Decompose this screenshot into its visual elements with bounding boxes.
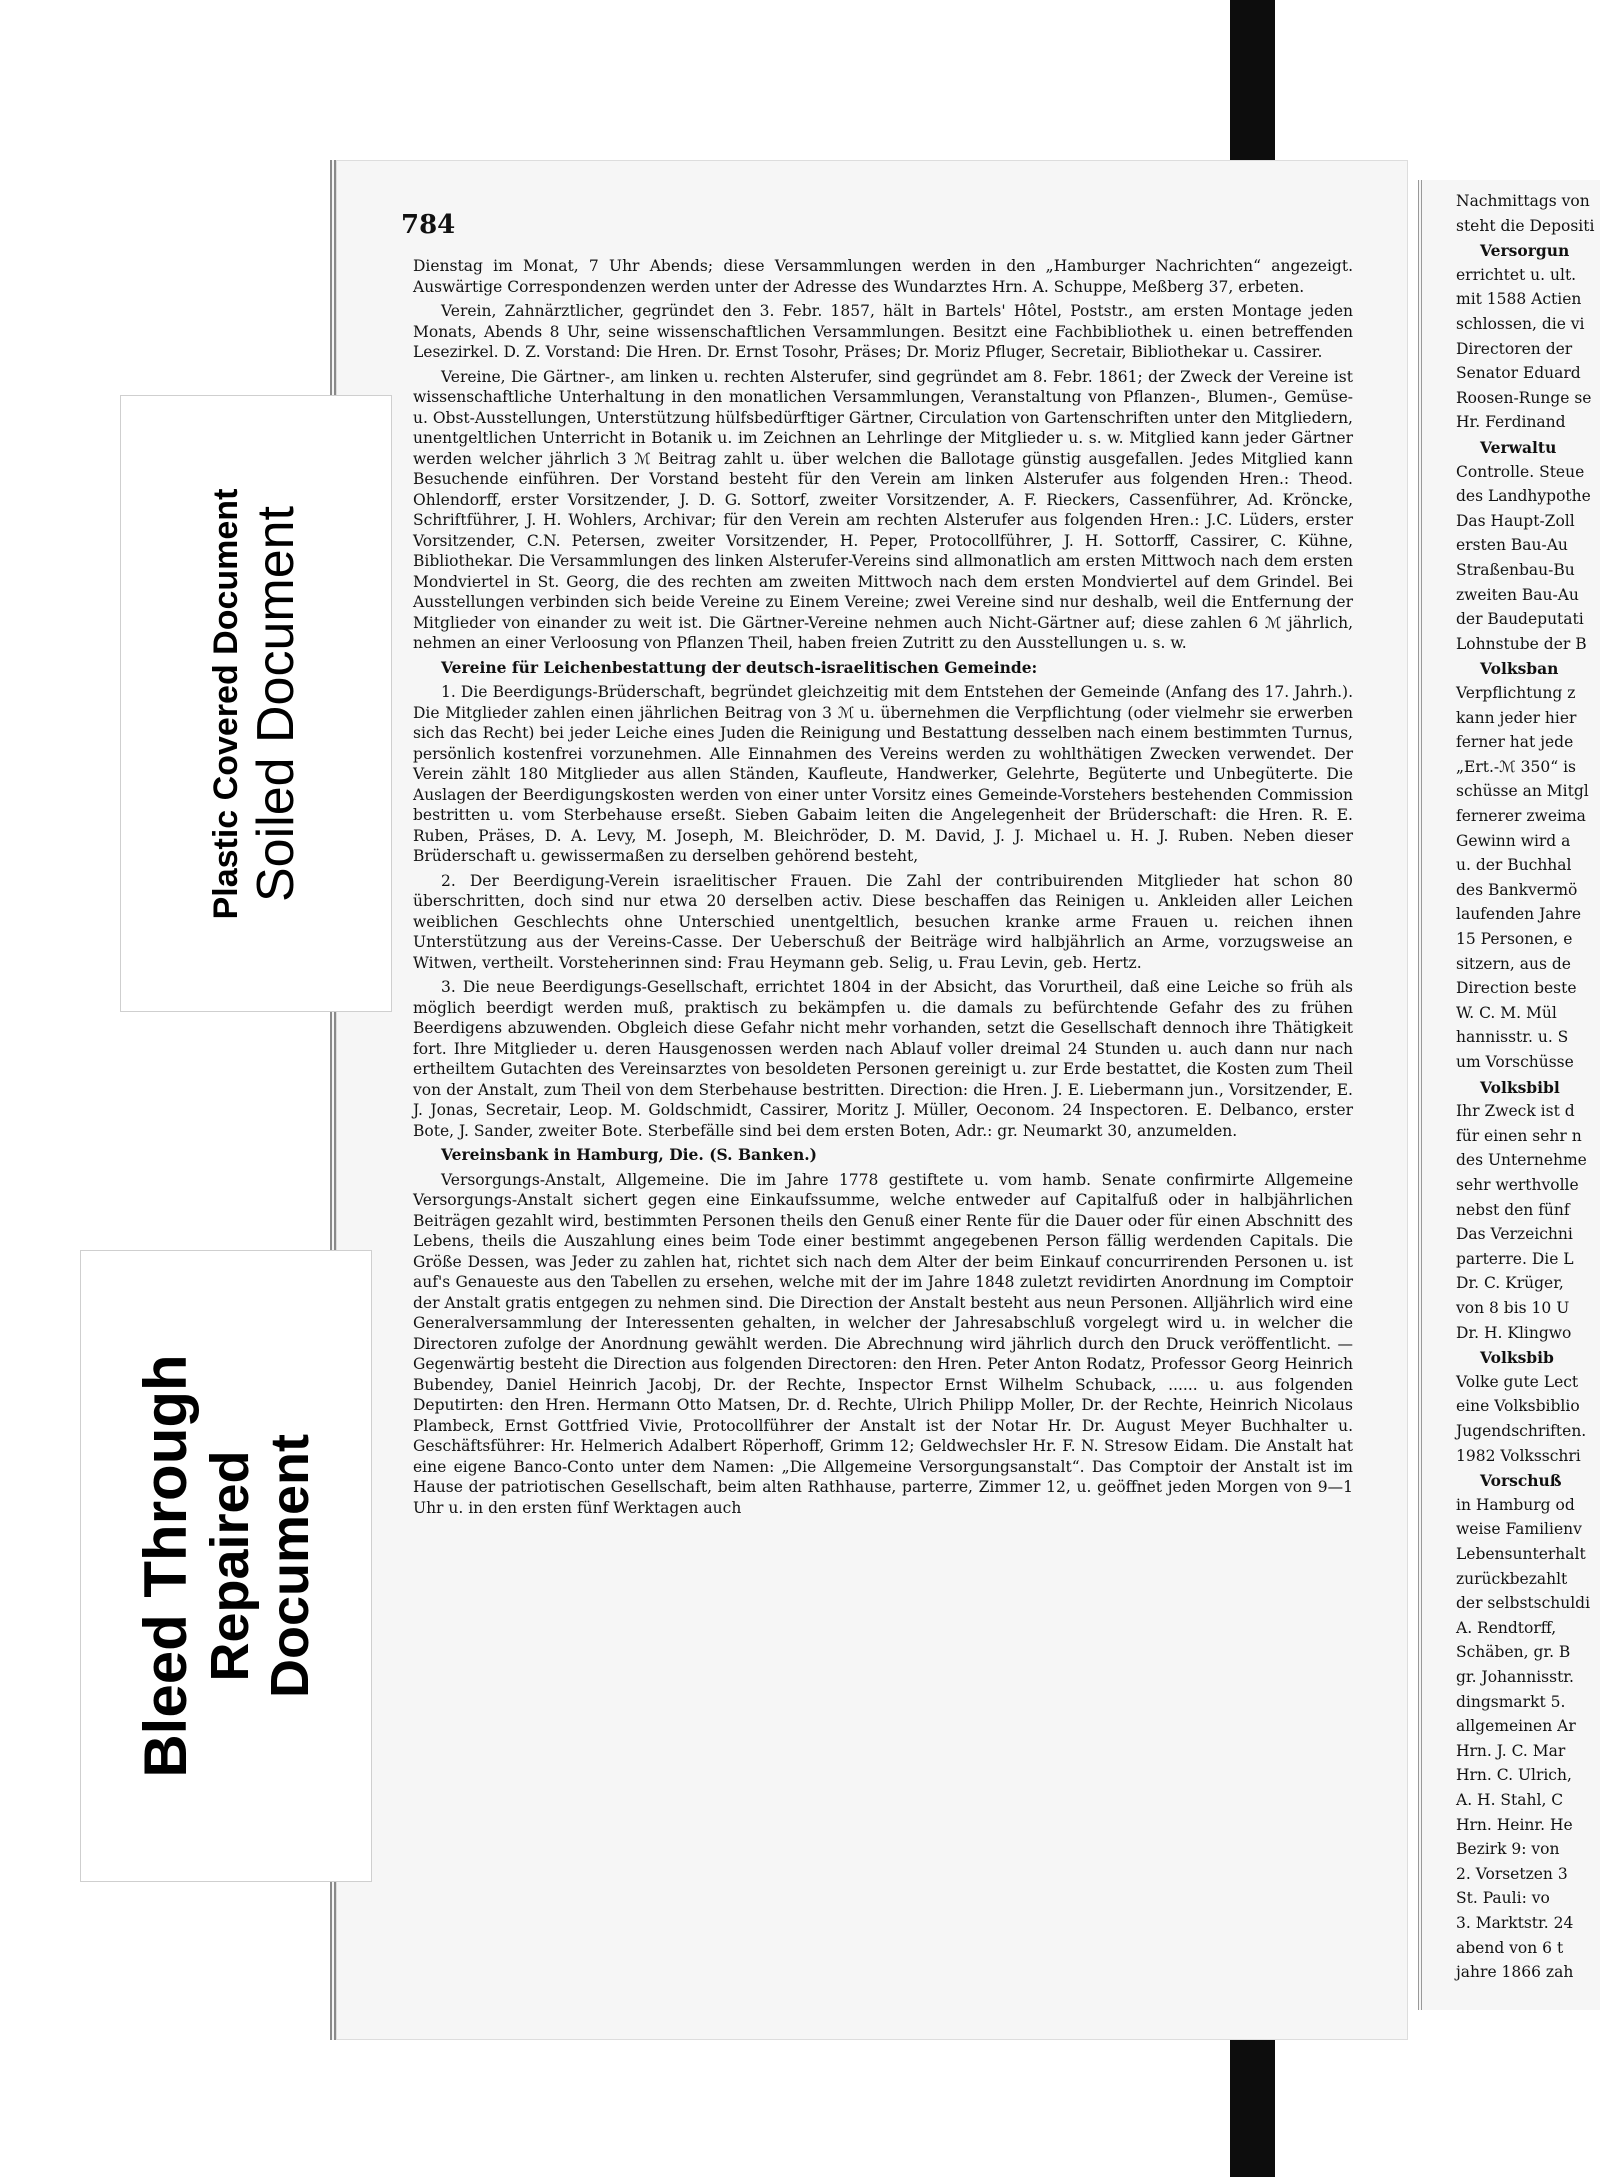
repaired-text: Repaired	[200, 1450, 260, 1682]
repaired-document-text: Document	[260, 1434, 320, 1699]
right-page-line: Senator Eduard	[1456, 364, 1581, 383]
right-page-line: A. Rendtorff,	[1456, 1618, 1557, 1637]
right-page-line: Roosen-Runge se	[1456, 388, 1592, 407]
soiled-document-text: Soiled Document	[247, 505, 305, 902]
paragraph: Dienstag im Monat, 7 Uhr Abends; diese Versammlungen werden in den „Hamburger Nachrichten“ angezeigt. Auswärtige Correspondenzen werden unter der Adresse des Wundarztes Hrn. A. Schuppe, Meßberg 37, erbeten.	[413, 257, 1353, 296]
right-page-line: Hr. Ferdinand	[1456, 413, 1566, 432]
right-page-line: hannisstr. u. S	[1456, 1028, 1569, 1047]
right-page-line: Straßenbau-Bu	[1456, 561, 1575, 579]
section-heading-leichenbestattung: Vereine für Leichenbestattung der deutsch-israelitischen Gemeinde:	[441, 657, 1038, 677]
right-page-line: fernerer zweima	[1456, 807, 1586, 825]
right-page-line: Bezirk 9: von	[1456, 1840, 1560, 1859]
plastic-covered-text: Plastic Covered Document	[207, 488, 245, 919]
entry-neue-beerdigungs-gesellschaft: 3. Die neue Beerdigungs-Gesellschaft, errichtet 1804 in der Absicht, das Vorurtheil, daß eine Leiche so früh als möglich beerdigt werden muß, praktisch zu bekämpfen u. die damals zu befürchtende Gefahr des zu frühen Beerdigens abzuwenden. Obgleich diese Gefahr nicht mehr vorhanden, setzt die Gesellschaft dennoch ihre Thätigkeit fort. Ihre Mitglieder u. deren Hausgenossen werden nach Ablauf voller dreimal 24 Stunden u. auch dann nur nach ertheiltem Gutachten des Vereinsarztes von besoldeten Personen gereinigt u. zur Erde bestattet, die Kosten zum Theil von der Anstalt, zum Theil von dem Sterbehause bestritten. Direction: die Hren. J. E. Liebermann jun., Vorsitzender, E. J. Jonas, Secretair, Leop. M. Goldschmidt, Cassirer, Moritz J. Müller, Oeconom. 24 Inspectoren. E. Delbanco, erster Bote, J. Sander, zweiter Bote. Sterbefälle sind bei dem ersten Boten, Adr.: gr. Neumarkt 30, anzumelden.	[413, 978, 1353, 1140]
right-page-line: zweiten Bau-Au	[1456, 585, 1579, 604]
right-page-line: ersten Bau-Au	[1456, 536, 1568, 555]
right-page-line: Controlle. Steue	[1456, 462, 1585, 481]
right-page-line: Lohnstube der B	[1456, 634, 1587, 653]
right-page-line: des Unternehme	[1456, 1151, 1587, 1170]
right-page-line: 2. Vorsetzen 3	[1456, 1864, 1568, 1883]
right-page-line: W. C. M. Mül	[1456, 1003, 1557, 1022]
right-page-line: von 8 bis 10 U	[1456, 1299, 1570, 1317]
book-page	[330, 160, 1408, 2040]
right-page-line: Volksban	[1480, 659, 1559, 679]
entry-gaertner-vereine: Vereine, Die Gärtner-, am linken u. rechten Alsterufer, sind gegründet am 8. Febr. 1861; der Zweck der Vereine ist wissenschaftliche Unterhaltung in den monatlichen Versammlungen, Veranstaltung von Pflanzen-, Blumen-, Gemüse- u. Obst-Ausstellungen, Unterstützung hülfsbedürftiger Gärtner, Circulation von Gartenschriften unter den Mitgliedern, unentgeltlichen Unterricht in Botanik u. im Zeichnen an Lehrlinge der Mitglieder u. s. w. Mitglied kann jeder Gärtner werden welcher jährlich 3 ℳ Beitrag zahlt u. über welchen die Ballotage günstig ausgefallen. Jedes Mitglied kann Besuchende einführen. Der Vorstand besteht für den Verein am linken Alsterufer aus folgenden Hren.: Theod. Ohlendorff, erster Vorsitzender, J. D. G. Sottorf, zweiter Vorsitzender, A. F. Rieckers, Cassenführer, Ad. Kröncke, Schriftführer, J. H. Wohlers, Archivar; für den Verein am rechten Alsterufer aus folgenden Hren.: J.C. Lüders, erster Vorsitzender, C.N. Petersen, zweiter Vorsitzender, H. Peper, Protocollführer, J. H. Sottorff, Cassirer, C. Kühne, Bibliothekar. Die Versammlungen des linken Alsterufer-Vereins sind allmonatlich am ersten Mittwoch nach dem ersten Mondviertel in St. Georg, die des rechten am zweiten Mittwoch nach dem ersten Mondviertel auf dem Grindel. Bei Ausstellungen verbinden sich beide Vereine zu Einem Vereine; zwei Vereine sind nur deshalb, weil die Entfernung der Mitglieder von einander zu weit ist. Die Gärtner-Vereine nehmen auch Nicht-Gärtner auf; diese zahlen 6 ℳ jährlich, nehmen an einer Verloosung von Pflanzen Theil, haben freien Zutritt zu den Ausstellungen u. s. w.	[413, 367, 1353, 652]
entry-beerdigungs-bruederschaft: 1. Die Beerdigungs-Brüderschaft, begründet gleichzeitig mit dem Entstehen der Gemeinde (Anfang des 17. Jahrh.). Die Mitglieder zahlen einen jährlichen Beitrag von 3 ℳ u. übernehmen die Verpflichtung (oder vielmehr sie erwerben sich das Recht) bei jeder Leiche eines Juden die Reinigung und Bestattung desselben nach einem bestimmten Turnus, persönlich kostenfrei vorzunehmen. Alle Einnahmen des Vereins werden zu wohlthätigen Zwecken verwendet. Der Verein zählt 180 Mitglieder aus allen Ständen, Kaufleute, Handwerker, Gelehrte, Begüterte und Unbegüterte. Die Auslagen der Beerdigungskosten werden von einer unter Vorsitz eines Gemeinde-Vorstehers bestehenden Commission bestritten u. vom Sterbehause erseßt. Sieben Gabaim leiten die Angelegenheit der Brüderschaft: die Hren. R. E. Ruben, Präses, D. A. Levy, M. Joseph, M. Bleichröder, D. M. David, J. J. Michael u. H. J. Ruben. Neben dieser Brüderschaft u. gewissermaßen zu derselben gehörend besteht,	[413, 683, 1353, 865]
right-page-line: Dr. C. Krüger,	[1456, 1274, 1564, 1293]
right-page-line: Verpflichtung z	[1456, 684, 1576, 702]
bleed-through-text: Bleed Through	[132, 1354, 199, 1778]
right-page-line: schüsse an Mitgl	[1456, 782, 1589, 801]
right-page-line: laufenden Jahre	[1456, 905, 1582, 924]
right-page-line: 1982 Volksschri	[1456, 1446, 1581, 1465]
right-page-line: Das Haupt-Zoll	[1456, 511, 1575, 530]
right-page-line: mit 1588 Actien	[1456, 290, 1582, 309]
right-page-line: für einen sehr n	[1456, 1126, 1582, 1145]
right-page-line: kann jeder hier	[1456, 708, 1577, 727]
right-page-line: allgemeinen Ar	[1456, 1717, 1576, 1736]
right-page-line: gr. Johannisstr.	[1456, 1668, 1574, 1686]
right-page-line: Directoren der	[1456, 339, 1573, 358]
right-page-line: Hrn. J. C. Mar	[1456, 1741, 1566, 1760]
right-page-line: parterre. Die L	[1456, 1249, 1574, 1268]
right-page-line: sitzern, aus de	[1456, 954, 1571, 973]
right-page-line: jahre 1866 zah	[1456, 1963, 1574, 1982]
right-page-line: ferner hat jede	[1456, 733, 1574, 752]
right-page-line: Gewinn wird a	[1456, 831, 1571, 850]
plastic-covered-label	[120, 395, 392, 1012]
right-page-line: abend von 6 t	[1456, 1938, 1564, 1957]
right-page-line: errichtet u. ult.	[1456, 265, 1577, 284]
right-page-line: Verwaltu	[1480, 438, 1557, 457]
right-page-line: dingsmarkt 5.	[1456, 1692, 1566, 1711]
right-page-line: Schäben, gr. B	[1456, 1643, 1571, 1662]
right-page-line: Vorschuß	[1480, 1471, 1562, 1491]
right-page-line: in Hamburg od	[1456, 1495, 1575, 1514]
page-body-text	[413, 256, 1353, 1522]
right-page-line: Volke gute Lect	[1456, 1372, 1579, 1391]
right-page-line: Hrn. Heinr. He	[1456, 1815, 1573, 1834]
entry-zahnaerztlicher-verein: Verein, Zahnärztlicher, gegründet den 3. Febr. 1857, hält in Bartels' Hôtel, Poststr., am ersten Montage jeden Monats, Abends 8 Uhr, seine wissenschaftlichen Versammlungen. Besitzt eine Fachbibliothek u. einen betreffenden Lesezirkel. D. Z. Vorstand: Die Hren. Dr. Ernst Tosohr, Präses; Dr. Moriz Pfluger, Secretair, Bibliothekar u. Cassirer.	[413, 302, 1353, 361]
right-page-line: weise Familienv	[1456, 1520, 1582, 1539]
right-page-line: 3. Marktstr. 24	[1456, 1914, 1574, 1932]
right-page-line: eine Volksbiblio	[1456, 1397, 1580, 1416]
right-page-line: Nachmittags von	[1456, 192, 1590, 210]
right-page-line: der Baudeputati	[1456, 610, 1584, 629]
right-page-line: steht die Depositi	[1456, 216, 1595, 235]
page-number: 784	[401, 210, 456, 240]
right-page-line: der selbstschuldi	[1456, 1594, 1591, 1613]
right-page-line: sehr werthvolle	[1456, 1176, 1579, 1194]
entry-versorgungs-anstalt: Versorgungs-Anstalt, Allgemeine. Die im Jahre 1778 gestiftete u. vom hamb. Senate confirmirte Allgemeine Versorgungs-Anstalt sichert gegen eine Einkaufssumme, welche entweder auf Capitalfuß oder in halbjährlichen Beiträgen gezahlt wird, bestimmten Personen theils den Genuß einer Rente für die Dauer oder für einen Abschnitt des Lebens, theils die Auszahlung eines beim Tode einer bestimmt angegebenen Person fällig werdenden Capitals. Die Größe Dessen, was Jeder zu zahlen hat, richtet sich nach dem Alter der beim Einkauf concurrirenden Personen u. ist auf's Genaueste aus den Tabellen zu ersehen, welche mit der im Jahre 1848 zuletzt revidirten Anordnung im Comptoir der Anstalt gratis entgegen zu nehmen sind. Die Direction der Anstalt besteht aus neun Personen. Alljährlich wird eine Generalversammlung der Interessenten gehalten, in welcher der Jahresabschluß vorgelegt wird u. in welcher die Directoren zufolge der Anordnung gewählt werden. Die Abrechnung wird jährlich durch den Druck veröffentlicht. — Gegenwärtig besteht die Direction aus folgenden Directoren: den Hren. Peter Anton Rodatz, Professor Georg Heinrich Bubendey, Daniel Heinrich Jacobj, Dr. der Rechte, Inspector Ernst Wilhelm Schuback, ...... u. aus folgenden Deputirten: den Hren. Hermann Otto Matsen, Dr. d. Rechte, Ulrich Philipp Moller, Dr. der Rechte, Heinrich Nicolaus Plambeck, Ernst Gottfried Vivie, Protocollführer der Anstalt ist der Notar Hr. Dr. August Meyer Buchhalter u. Geschäftsführer: Hr. Helmerich Adalbert Röperhoff, Grimm 12; Geldwechsler Hr. F. N. Stresow Eidam. Die Anstalt hat eine eigene Banco-Conto unter dem Namen: „Die Allgemeine Versorgungsanstalt“. Das Comptoir der Anstalt ist im Hause der patriotischen Gesellschaft, beim alten Rathhause, parterre, Zimmer 12, u. geöffnet jeden Morgen von 9—1 Uhr u. in den ersten fünf Werktagen auch	[413, 1170, 1353, 1517]
right-page-line: Jugendschriften.	[1456, 1422, 1587, 1440]
right-page-line: Lebensunterhalt	[1456, 1545, 1586, 1563]
right-page-line: schlossen, die vi	[1456, 315, 1585, 333]
right-page-line: 15 Personen, e	[1456, 930, 1573, 948]
right-page-line: „Ert.-ℳ 350“ is	[1456, 757, 1576, 776]
bleed-through-label	[80, 1250, 372, 1882]
right-page-line: des Bankvermö	[1456, 880, 1578, 899]
right-page-line: Volksbibl	[1480, 1077, 1560, 1097]
entry-vereinsbank: Vereinsbank in Hamburg, Die. (S. Banken.)	[441, 1145, 817, 1164]
right-page-line: Hrn. C. Ulrich,	[1456, 1766, 1572, 1785]
right-page-line: des Landhypothe	[1456, 487, 1591, 506]
right-page-line: St. Pauli: vo	[1456, 1889, 1550, 1908]
right-page-line: Das Verzeichni	[1456, 1225, 1573, 1244]
right-page-line: nebst den fünf	[1456, 1200, 1570, 1219]
right-page-line: A. H. Stahl, C	[1456, 1791, 1564, 1809]
right-page-line: Dr. H. Klingwo	[1456, 1323, 1572, 1342]
right-page-line: Ihr Zweck ist d	[1456, 1102, 1575, 1121]
adjacent-page	[1418, 180, 1600, 2010]
right-page-line: um Vorschüsse	[1456, 1053, 1574, 1071]
right-page-line: Volksbib	[1480, 1348, 1554, 1368]
right-page-line: Versorgun	[1480, 241, 1570, 261]
right-page-line: Direction beste	[1456, 979, 1577, 998]
right-page-line: zurückbezahlt	[1456, 1569, 1568, 1588]
right-page-line: u. der Buchhal	[1456, 856, 1572, 875]
entry-beerdigung-verein-frauen: 2. Der Beerdigung-Verein israelitischer Frauen. Die Zahl der contribuirenden Mitglieder hat schon 80 überschritten, doch sind nur etwa 20 derselben activ. Diese beschaffen das Reinigen u. Ankleiden aller Leichen weiblichen Geschlechts ohne Unterschied unentgeltlich, besuchen kranke arme Frauen u. reichen ihnen Unterstützung aus der Vereins-Casse. Der Ueberschuß der Beiträge wird halbjährlich an Arme, vorzugsweise an Witwen, vertheilt. Vorsteherinnen sind: Frau Heymann geb. Selig, u. Frau Levin, geb. Hertz.	[413, 871, 1353, 972]
